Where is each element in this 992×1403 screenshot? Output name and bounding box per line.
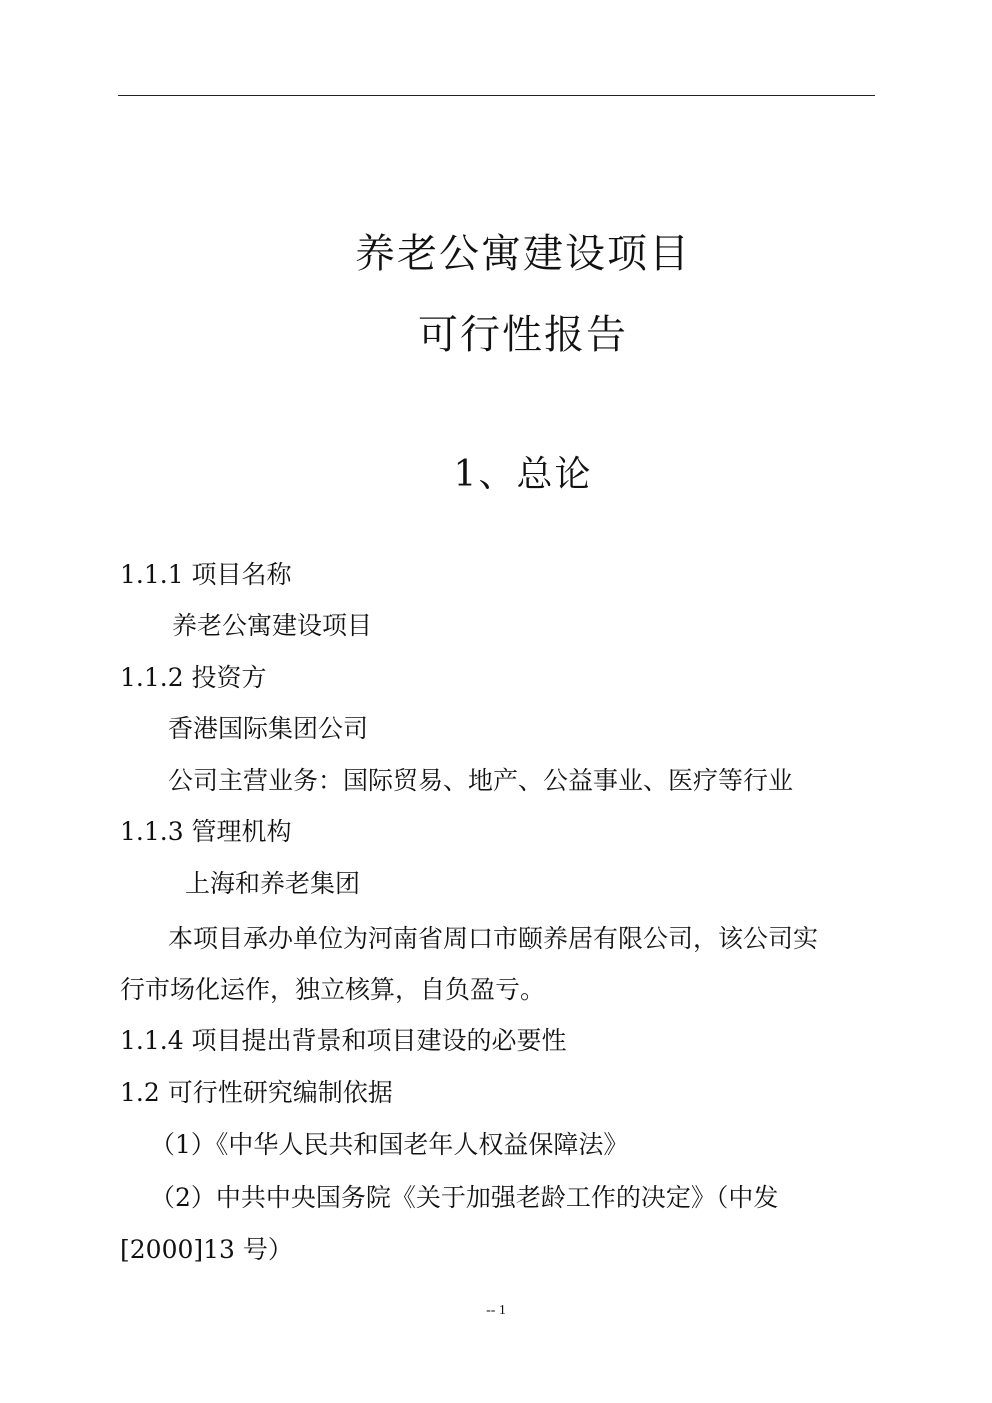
heading-1-1-2: 1.1.2 投资方	[120, 663, 267, 692]
basis-item-1: （1）《中华人民共和国老年人权益保障法》	[150, 1130, 629, 1159]
investor-company: 香港国际集团公司	[168, 714, 369, 743]
document-title-line1: 养老公寓建设项目	[355, 231, 691, 277]
undertaker-para-line2: 行市场化运作，独立核算，自负盈亏。	[120, 975, 546, 1004]
basis-item-2-line2: [2000]13 号）	[120, 1235, 293, 1264]
heading-1-1-3: 1.1.3 管理机构	[120, 817, 292, 846]
management-org: 上海和养老集团	[185, 869, 361, 898]
heading-1-2: 1.2 可行性研究编制依据	[120, 1078, 393, 1107]
investor-business: 公司主营业务：国际贸易、地产、公益事业、医疗等行业	[168, 766, 794, 795]
heading-1-1-4: 1.1.4 项目提出背景和项目建设的必要性	[120, 1026, 567, 1055]
header-rule	[118, 95, 875, 96]
basis-item-2-line1: （2）中共中央国务院《关于加强老龄工作的决定》（中发	[150, 1183, 779, 1212]
document-title-line2: 可行性报告	[418, 312, 628, 358]
project-name-text: 养老公寓建设项目	[172, 611, 373, 640]
section-heading: 1、总论	[453, 454, 593, 495]
heading-1-1-1: 1.1.1 项目名称	[120, 560, 292, 589]
page-number: -- 1	[486, 1303, 506, 1318]
undertaker-para-line1: 本项目承办单位为河南省周口市颐养居有限公司，该公司实	[168, 924, 819, 953]
